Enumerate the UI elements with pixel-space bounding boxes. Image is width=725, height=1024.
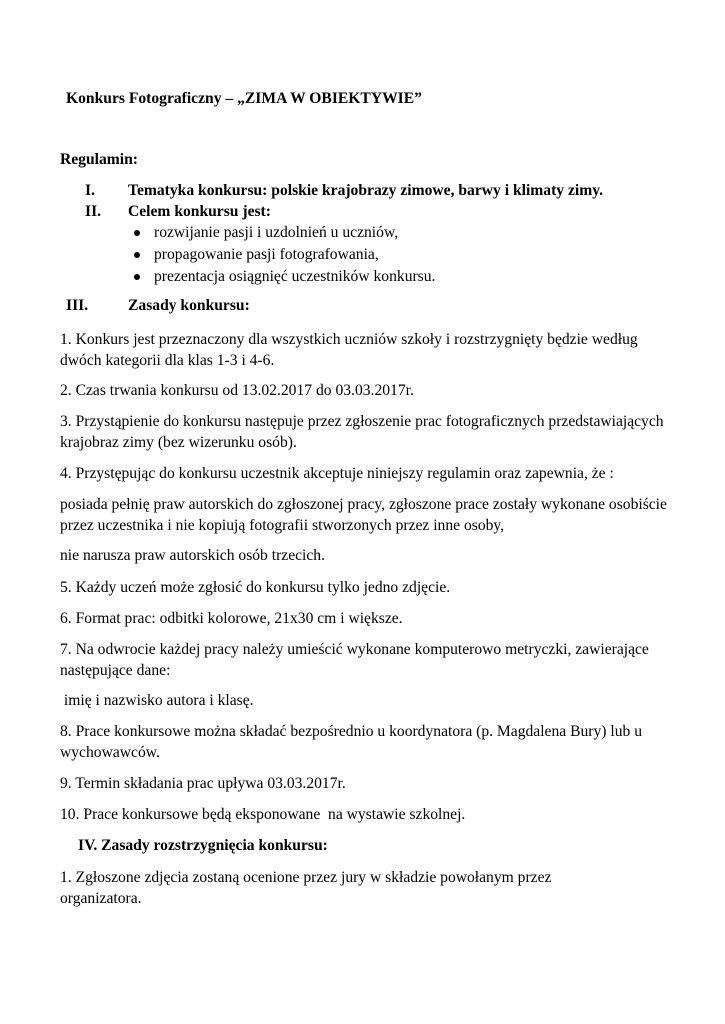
rule-paragraph-4: 4. Przystępując do konkursu uczestnik akceptuje niniejszy regulamin oraz zapewnia, że :	[60, 465, 614, 482]
section-2-numeral: II.	[85, 203, 102, 220]
section-3-text: Zasady konkursu:	[128, 297, 250, 314]
rule-paragraph-2: 2. Czas trwania konkursu od 13.02.2017 do 03.03.2017r.	[60, 382, 414, 399]
list-item	[134, 266, 435, 288]
regulamin-heading: Regulamin:	[60, 151, 138, 168]
bullet-icon	[134, 252, 140, 258]
rule-paragraph-4-detail: posiada pełnię praw autorskich do zgłoszonej pracy, zgłoszone prace zostały wykonane osobiście przez uczestnika i nie kopiują fotografii stworzonych przez inne osoby,	[60, 496, 667, 534]
section-2-text: Celem konkursu jest:	[128, 203, 271, 220]
list-item-text: prezentacja osiągnięć uczestników konkursu.	[154, 268, 436, 285]
rule-paragraph-6: 6. Format prac: odbitki kolorowe, 21x30 cm i większe.	[60, 610, 403, 627]
list-item-text: rozwijanie pasji i uzdolnień u uczniów,	[154, 224, 399, 241]
rule-paragraph-7-detail: imię i nazwisko autora i klasę.	[60, 692, 254, 709]
section-1-numeral: I.	[85, 182, 95, 199]
rule-paragraph-10: 10. Prace konkursowe będą eksponowane na wystawie szkolnej.	[60, 806, 466, 823]
section-3-numeral: III.	[66, 297, 89, 314]
rule-paragraph-8: 8. Prace konkursowe można składać bezpośrednio u koordynatora (p. Magdalena Bury) lub u wychowawców.	[60, 723, 642, 761]
rule-paragraph-3: 3. Przystąpienie do konkursu następuje przez zgłoszenie prac fotograficznych przedstawiających krajobraz zimy (bez wizerunku osób).	[60, 413, 664, 451]
list-item	[134, 244, 435, 266]
rule-paragraph-1: 1. Konkurs jest przeznaczony dla wszystkich uczniów szkoły i rozstrzygnięty będzie według dwóch kategorii dla klas 1-3 i 4-6.	[60, 331, 638, 369]
section-1-text: Tematyka konkursu: polskie krajobrazy zimowe, barwy i klimaty zimy.	[128, 182, 604, 199]
list-item	[134, 222, 435, 244]
bullet-icon	[134, 274, 140, 280]
rule-paragraph-4-detail-end: nie narusza praw autorskich osób trzecich.	[60, 547, 325, 564]
rule-paragraph-5: 5. Każdy uczeń może zgłosić do konkursu tylko jedno zdjęcie.	[60, 579, 451, 596]
section-4-heading: IV. Zasady rozstrzygnięcia konkursu:	[78, 837, 328, 854]
list-item-text: propagowanie pasji fotografowania,	[154, 246, 379, 263]
judging-paragraph-1: 1. Zgłoszone zdjęcia zostaną ocenione przez jury w składzie powołanym przez organizatora.	[60, 869, 552, 907]
bullet-icon	[134, 230, 140, 236]
goals-bullet-list	[134, 222, 435, 288]
rule-paragraph-7: 7. Na odwrocie każdej pracy należy umieścić wykonane komputerowo metryczki, zawierające następujące dane:	[60, 641, 649, 679]
rule-paragraph-9: 9. Termin składania prac upływa 03.03.2017r.	[60, 775, 346, 792]
document-title: Konkurs Fotograficzny – „ZIMA W OBIEKTYWIE”	[66, 90, 422, 107]
